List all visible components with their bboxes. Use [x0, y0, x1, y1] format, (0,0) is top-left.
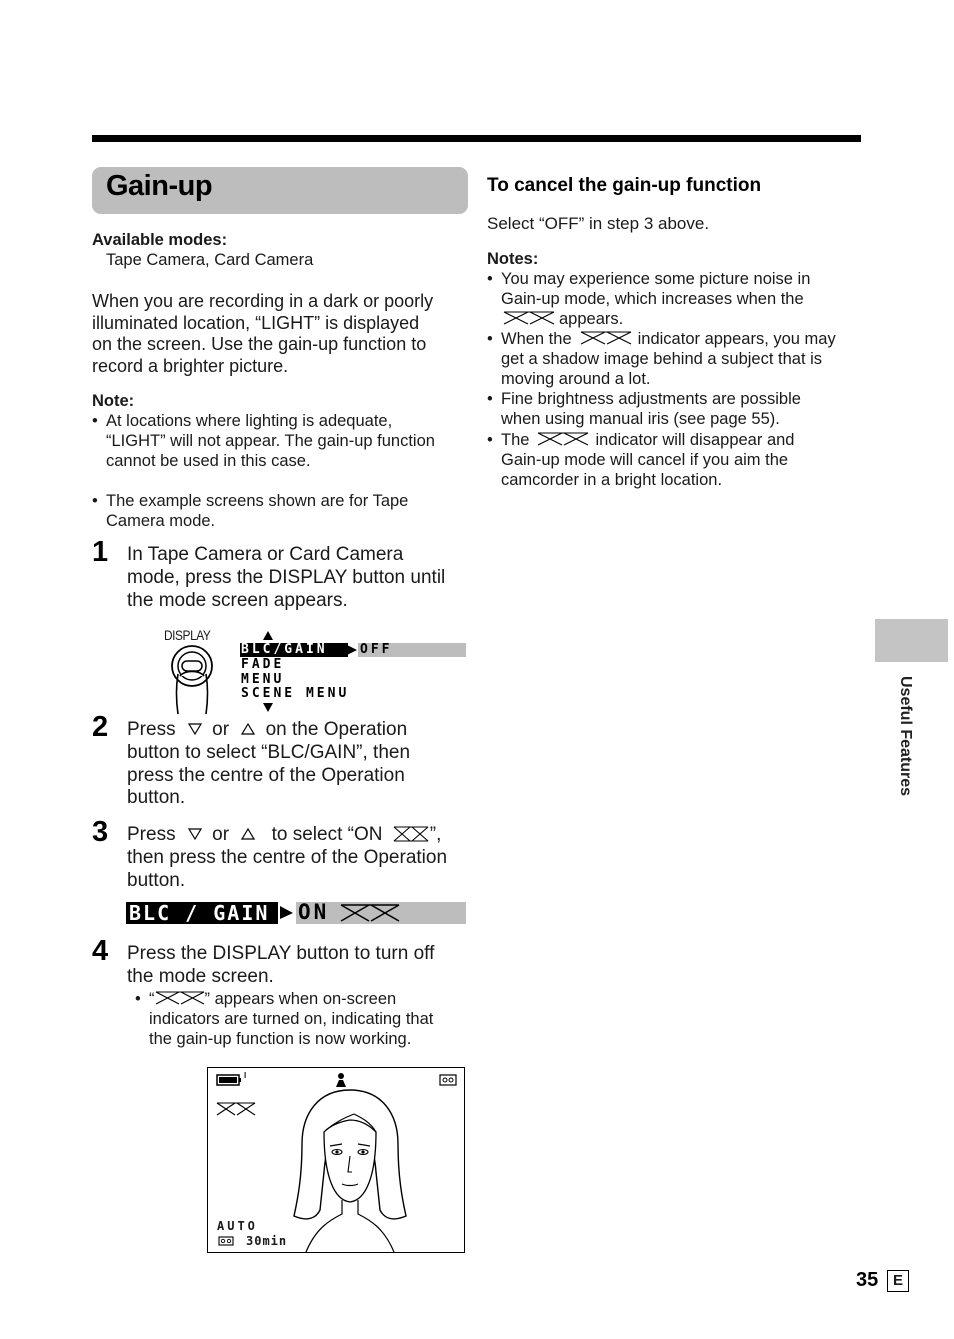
- available-modes-value: Tape Camera, Card Camera: [106, 251, 314, 269]
- step-number: 1: [92, 536, 109, 568]
- note-line: Gain-up mode, which increases when the: [501, 290, 804, 308]
- language-badge: E: [887, 1270, 909, 1292]
- step-line: button.: [127, 869, 186, 891]
- woman-portrait-illustration: [290, 1086, 410, 1252]
- step-line: [127, 824, 472, 847]
- bullet-text-part: “: [149, 990, 155, 1008]
- note-line: when using manual iris (see page 55).: [501, 410, 780, 428]
- note-line: moving around a lot.: [501, 370, 651, 388]
- bullet-line: the gain-up function is now working.: [149, 1030, 412, 1048]
- cancel-text: Select “OFF” in step 3 above.: [487, 214, 710, 233]
- scroll-up-arrow-icon: [262, 631, 274, 641]
- display-label: DISPLAY: [164, 627, 211, 643]
- on-value-label: ON: [298, 900, 330, 924]
- step-line: In Tape Camera or Card Camera: [127, 544, 404, 565]
- step-3-text: [127, 824, 472, 892]
- step-text-part: or: [212, 719, 230, 740]
- blc-gain-label: BLC / GAIN: [129, 901, 270, 925]
- note-line: [501, 309, 810, 329]
- section-label: [896, 676, 916, 806]
- note-item: [92, 491, 472, 531]
- up-triangle-icon: [240, 722, 256, 736]
- note-line: [501, 430, 794, 450]
- step-4-text: [127, 943, 472, 989]
- tape-icon: [439, 1074, 457, 1086]
- note-line: cannot be used in this case.: [106, 452, 311, 470]
- note-text-part: When the: [501, 330, 572, 348]
- intro-line: record a brighter picture.: [92, 355, 289, 376]
- step-text-part: to select “ON: [271, 824, 383, 845]
- bullet-dot: •: [487, 270, 493, 288]
- step-text-part: ”,: [429, 824, 442, 845]
- gain-up-icon: [155, 991, 205, 1005]
- tape-icon: [218, 1236, 234, 1246]
- display-button-hand-icon: [160, 644, 220, 716]
- page-title: Gain-up: [106, 170, 213, 202]
- remaining-time: 30min: [246, 1234, 288, 1248]
- down-triangle-icon: [187, 722, 203, 736]
- menu-item-fade: FADE: [241, 657, 285, 672]
- note-line: get a shadow image behind a subject that is: [501, 350, 823, 368]
- step-line: mode, press the DISPLAY button until: [127, 566, 446, 588]
- gain-up-icon: [503, 311, 555, 325]
- scroll-down-arrow-icon: [262, 703, 274, 713]
- step-text-part: Press: [127, 719, 176, 740]
- section-label-text: Useful Features: [897, 676, 914, 797]
- bullet-text-part: ” appears when on-screen: [204, 990, 397, 1008]
- pointer-arrow-icon: [280, 906, 294, 920]
- notes-item: [487, 269, 867, 329]
- step-number: 4: [92, 935, 109, 967]
- bullet-line: indicators are turned on, indicating that: [149, 1010, 434, 1028]
- mode-label: AUTO: [217, 1219, 258, 1233]
- page-number: 35: [856, 1269, 879, 1291]
- section-tab: [875, 619, 948, 662]
- battery-icon: [216, 1073, 242, 1087]
- step-line: the mode screen appears.: [127, 589, 348, 611]
- note-line: At locations where lighting is adequate,: [106, 412, 393, 430]
- up-triangle-icon: [240, 827, 256, 841]
- notes-item: [487, 389, 867, 429]
- intro-line: When you are recording in a dark or poorly: [92, 291, 434, 311]
- cancel-heading: To cancel the gain-up function: [487, 175, 762, 196]
- available-modes-label: Available modes:: [92, 231, 228, 249]
- bullet-dot: •: [487, 390, 493, 408]
- note-text-part: The: [501, 431, 530, 449]
- step-line: [127, 719, 472, 742]
- top-rule: [92, 135, 861, 142]
- step-2-text: [127, 719, 472, 810]
- step-line: button.: [127, 787, 186, 809]
- note-line: “LIGHT” will not appear. The gain-up function: [106, 432, 435, 450]
- note-line: Fine brightness adjustments are possible: [501, 390, 801, 408]
- note-line: You may experience some picture noise in: [501, 270, 811, 288]
- note-line: Camera mode.: [106, 512, 216, 530]
- step-number: 2: [92, 711, 109, 743]
- note-item: [92, 411, 472, 471]
- intro-line: illuminated location, “LIGHT” is displayed: [92, 312, 420, 333]
- note-line: The example screens shown are for Tape: [106, 492, 409, 510]
- step-line: Press the DISPLAY button to turn off: [127, 943, 435, 964]
- bullet-line: [149, 989, 433, 1009]
- viewfinder-screen: [207, 1067, 465, 1253]
- gain-up-icon: [216, 1102, 256, 1116]
- step-line: button to select “BLC/GAIN”, then: [127, 741, 411, 763]
- step-text-part: or: [212, 824, 230, 845]
- bullet-dot: •: [487, 431, 493, 449]
- gain-up-icon: [393, 826, 429, 842]
- menu-item-menu: MENU: [241, 672, 285, 687]
- intro-paragraph: [92, 291, 467, 377]
- step-line: the mode screen.: [127, 965, 274, 987]
- note-text-part: indicator will disappear and: [595, 431, 795, 449]
- notes-item: [487, 430, 867, 490]
- notes-item: [487, 329, 867, 389]
- menu-item-scene-menu: SCENE MENU: [241, 686, 350, 701]
- intro-line: on the screen. Use the gain-up function to: [92, 334, 427, 354]
- gain-up-icon: [580, 331, 632, 345]
- gain-up-icon: [340, 904, 400, 922]
- step-text-part: on the Operation: [265, 719, 408, 740]
- bullet-dot: •: [487, 330, 493, 348]
- note-text-part: indicator appears, you may: [637, 330, 836, 348]
- bullet-dot: •: [135, 990, 141, 1008]
- step-number: 3: [92, 816, 109, 848]
- note-text-part: appears.: [559, 310, 624, 328]
- gain-up-icon: [537, 432, 589, 446]
- note-line: [501, 329, 836, 349]
- note-line: camcorder in a bright location.: [501, 471, 723, 489]
- menu-item-blc-gain: BLC/GAIN: [241, 642, 328, 657]
- step-1-text: [127, 544, 472, 612]
- bullet-dot: •: [92, 412, 98, 430]
- step-line: press the centre of the Operation: [127, 764, 405, 786]
- note-line: Gain-up mode will cancel if you aim the: [501, 451, 789, 469]
- notes-heading: Notes:: [487, 250, 539, 268]
- bullet-dot: •: [92, 492, 98, 510]
- step-text-part: Press: [127, 824, 176, 845]
- step-line: then press the centre of the Operation: [127, 846, 448, 868]
- battery-mark: I: [244, 1071, 247, 1080]
- pointer-arrow-icon: [347, 645, 358, 656]
- note-heading: Note:: [92, 392, 135, 410]
- menu-value: OFF: [360, 642, 393, 657]
- step-4-bullet: [135, 989, 475, 1049]
- down-triangle-icon: [187, 827, 203, 841]
